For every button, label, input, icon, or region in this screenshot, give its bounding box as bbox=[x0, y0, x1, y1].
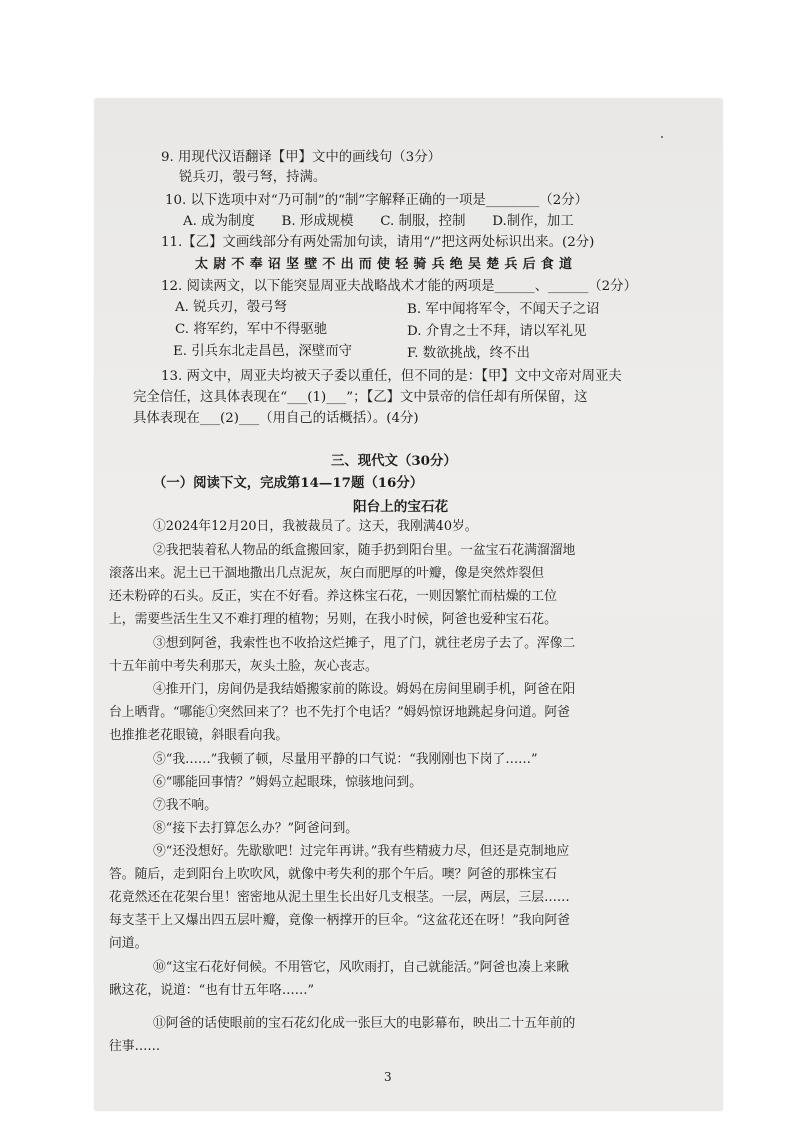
question-12: 12. 阅读两文，以下能突显周亚夫战略战术才能的两项是______、______（2分） bbox=[161, 279, 637, 294]
question-9: 9. 用现代汉语翻译【甲】文中的画线句（3分） bbox=[161, 150, 441, 165]
passage-line: 还未粉碎的石头。反正，实在不好看。养这株宝石花，一则因繁忙而枯燥的工位 bbox=[109, 589, 557, 604]
passage-line: ⑨“还没想好。先歇歇吧！过完年再讲。”我有些精疲力尽，但还是克制地应 bbox=[153, 844, 570, 859]
passage-line: 问道。 bbox=[109, 936, 148, 951]
passage-line: ⑩“这宝石花好伺候。不用管它，风吹雨打，自己就能活。”阿爸也凑上来瞅 bbox=[153, 960, 570, 975]
question-13-line-1: 13. 两文中，周亚夫均被天子委以重任，但不同的是：【甲】文中文帝对周亚夫 bbox=[161, 369, 622, 384]
passage-line: ④推开门，房间仍是我结婚搬家前的陈设。姆妈在房间里刷手机，阿爸在阳 bbox=[153, 682, 576, 697]
scanned-page bbox=[95, 99, 722, 1110]
question-12-option-a: A. 锐兵刃，彀弓弩 bbox=[175, 300, 287, 315]
scan-speck bbox=[661, 136, 663, 138]
question-12-option-d: D. 介胄之士不拜，请以军礼见 bbox=[407, 324, 587, 339]
passage-line: ③想到阿爸，我索性也不收拾这烂摊子，甩了门，就往老房子去了。浑像二 bbox=[153, 636, 576, 651]
question-10-options: A. 成为制度 B. 形成规模 C. 制服，控制 D.制作，加工 bbox=[183, 214, 574, 229]
passage-line: 上，需要些活生生又不难打理的植物；另则，在我小时候，阿爸也爱种宝石花。 bbox=[109, 612, 557, 627]
passage-line: 十五年前中考失利那天，灰头土脸，灰心丧志。 bbox=[109, 659, 378, 674]
passage-line: ②我把装着私人物品的纸盒搬回家，随手扔到阳台里。一盆宝石花满溜溜地 bbox=[153, 543, 576, 558]
passage-line: 往事…… bbox=[109, 1039, 161, 1054]
passage-line: ⑧“接下去打算怎么办？”阿爸问到。 bbox=[153, 821, 359, 836]
passage-line: ⑤“我……”我顿了顿，尽量用平静的口气说：“我刚刚也下岗了……” bbox=[153, 752, 538, 767]
question-12-option-c: C. 将军约，军中不得驱驰 bbox=[175, 322, 328, 337]
question-12-option-e: E. 引兵东北走昌邑，深壁而守 bbox=[173, 344, 352, 359]
question-12-option-b: B. 军中闻将军令，不闻天子之诏 bbox=[407, 302, 600, 317]
question-13-line-2: 完全信任，这具体表现在“___(1)___”；【乙】文中景帝的信任却有所保留，这 bbox=[133, 390, 588, 405]
passage-line: 瞅这花，说道：“也有廿五年咯……” bbox=[109, 983, 315, 998]
question-13-line-3: 具体表现在___(2)___（用自己的话概括）。(4分) bbox=[133, 411, 419, 426]
passage-line: ⑥“哪能回事情？”姆妈立起眼珠，惊骇地问到。 bbox=[153, 775, 423, 790]
section-heading: 三、现代文（30分） bbox=[331, 453, 457, 469]
passage-line: ⑦我不响。 bbox=[153, 798, 217, 813]
passage-line: 答。随后，走到阳台上吹吹风，就像中考失利的那个午后。噢？阿爸的那株宝石 bbox=[109, 867, 557, 882]
story-title: 阳台上的宝石花 bbox=[353, 499, 449, 515]
question-11: 11.【乙】文画线部分有两处需加句读，请用“/”把这两处标识出来。(2分) bbox=[161, 235, 595, 250]
passage-line: 也推推老花眼镜，斜眼看向我。 bbox=[109, 728, 289, 743]
passage-line: 花竟然还在花架台里！密密地从泥土里生长出好几支根茎。一层，两层，三层…… bbox=[109, 890, 570, 905]
passage-line: 滚落出来。泥土已干涸地撒出几点泥灰，灰白而肥厚的叶瓣，像是突然炸裂但 bbox=[109, 566, 545, 581]
question-12-option-f: F. 数欲挑战，终不出 bbox=[407, 346, 530, 361]
section-subheading: （一）阅读下文，完成第14—17题（16分） bbox=[153, 475, 424, 491]
page-number: 3 bbox=[384, 1070, 392, 1084]
passage-line: ⑪阿爸的话使眼前的宝石花幻化成一张巨大的电影幕布，映出二十五年前的 bbox=[153, 1016, 576, 1031]
question-10: 10. 以下选项中对“乃可制”的“制”字解释正确的一项是________（2分） bbox=[165, 193, 588, 208]
question-11-sentence: 太尉不奉诏坚壁不出而使轻骑兵绝吴楚兵后食道 bbox=[195, 257, 578, 272]
question-9-sentence: 锐兵刃，彀弓弩，持满。 bbox=[179, 170, 327, 185]
passage-line: 每支茎干上又爆出四五层叶瓣，竟像一柄撑开的巨伞。“这盆花还在呀！”我向阿爸 bbox=[109, 913, 570, 928]
passage-line: 台上晒背。“哪能①突然回来了？也不先打个电话？”姆妈惊讶地跳起身问道。阿爸 bbox=[109, 705, 570, 720]
passage-line: ①2024年12月20日，我被裁员了。这天，我刚满40岁。 bbox=[153, 519, 478, 534]
